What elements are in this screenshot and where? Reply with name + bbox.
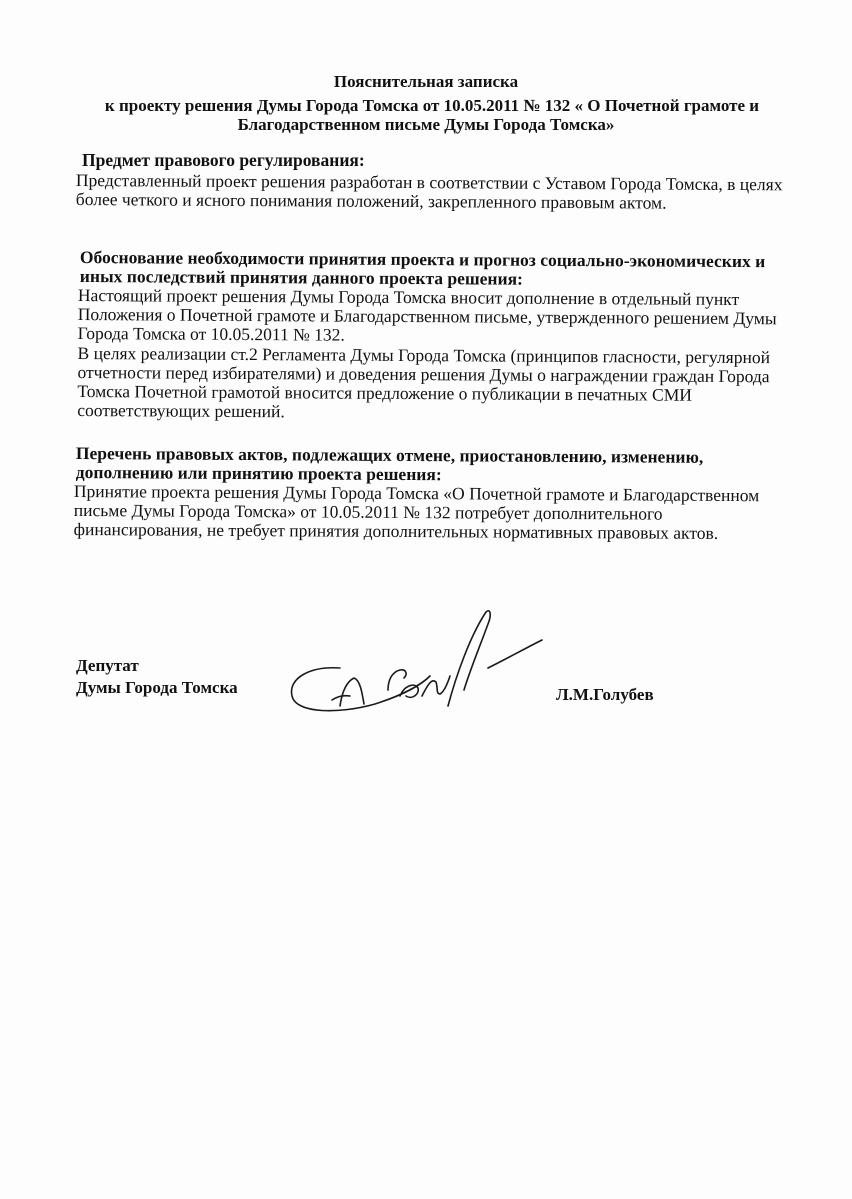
section2-heading bbox=[80, 248, 766, 290]
document-subtitle-line-2: Благодарственном письме Думы Города Томска» bbox=[237, 115, 615, 134]
section3-line: письме Думы Города Томска» от 10.05.2011 № 132 потребует дополнительного bbox=[73, 499, 663, 524]
section2-line: Настоящий проект решения Думы Города Томска вносит дополнение в отдельный пункт bbox=[77, 285, 740, 310]
signatory-name: Л.М.Голубев bbox=[556, 685, 654, 704]
section2-heading-line: Обоснование необходимости принятия проекта и прогноз социально-экономических и bbox=[79, 247, 766, 272]
section3-heading bbox=[76, 444, 704, 486]
section3-body bbox=[74, 482, 760, 543]
signatory-position bbox=[76, 655, 238, 699]
section3-heading-line: Перечень правовых актов, подлежащих отмене, приостановлению, изменению, bbox=[75, 443, 704, 467]
section1-heading: Предмет правового регулирования: bbox=[82, 150, 365, 170]
section2-line: Положения о Почетной грамоте и Благодарственном письме, утвержденного решением Думы bbox=[77, 303, 777, 329]
section3-line: Принятие проекта решения Думы Города Томска «О Почетной грамоте и Благодарственном bbox=[73, 481, 760, 506]
section1-line: более четкого и ясного понимания положений, закрепленного правовым актом. bbox=[75, 188, 667, 213]
section2-line: соответствующих решений. bbox=[77, 399, 285, 422]
section2-line: отчетности перед избирателями) и доведения решения Думы о награждении граждан Города bbox=[77, 361, 770, 387]
handwritten-signature bbox=[280, 596, 560, 726]
section2-heading-line: иных последствий принятия данного проекта решения: bbox=[79, 265, 523, 289]
section1-body bbox=[76, 171, 783, 213]
signatory-position-line-2: Думы Города Томска bbox=[76, 678, 238, 697]
section2-line: В целях реализации ст.2 Регламента Думы Города Томска (принципов гласности, регулярной bbox=[77, 342, 771, 368]
section3-heading-line: дополнению или принятию проекта решения: bbox=[75, 461, 442, 485]
section2-line: Города Томска от 10.05.2011 № 132. bbox=[77, 322, 345, 345]
document-title: Пояснительная записка bbox=[333, 72, 519, 91]
document-subtitle-line-1: к проекту решения Думы Города Томска от 10.05.2011 № 132 « О Почетной грамоте и bbox=[104, 96, 760, 115]
signatory-position-line-1: Депутат bbox=[76, 656, 139, 675]
section2-line: Томска Почетной грамотой вносится предложение о публикации в печатных СМИ bbox=[77, 380, 693, 405]
section1-line: Представленный проект решения разработан в соответствии с Уставом Города Томска, в целях bbox=[75, 170, 783, 195]
section2-body bbox=[77, 286, 777, 424]
section3-line: финансирования, не требует принятия дополнительных нормативных правовых актов. bbox=[73, 518, 719, 543]
